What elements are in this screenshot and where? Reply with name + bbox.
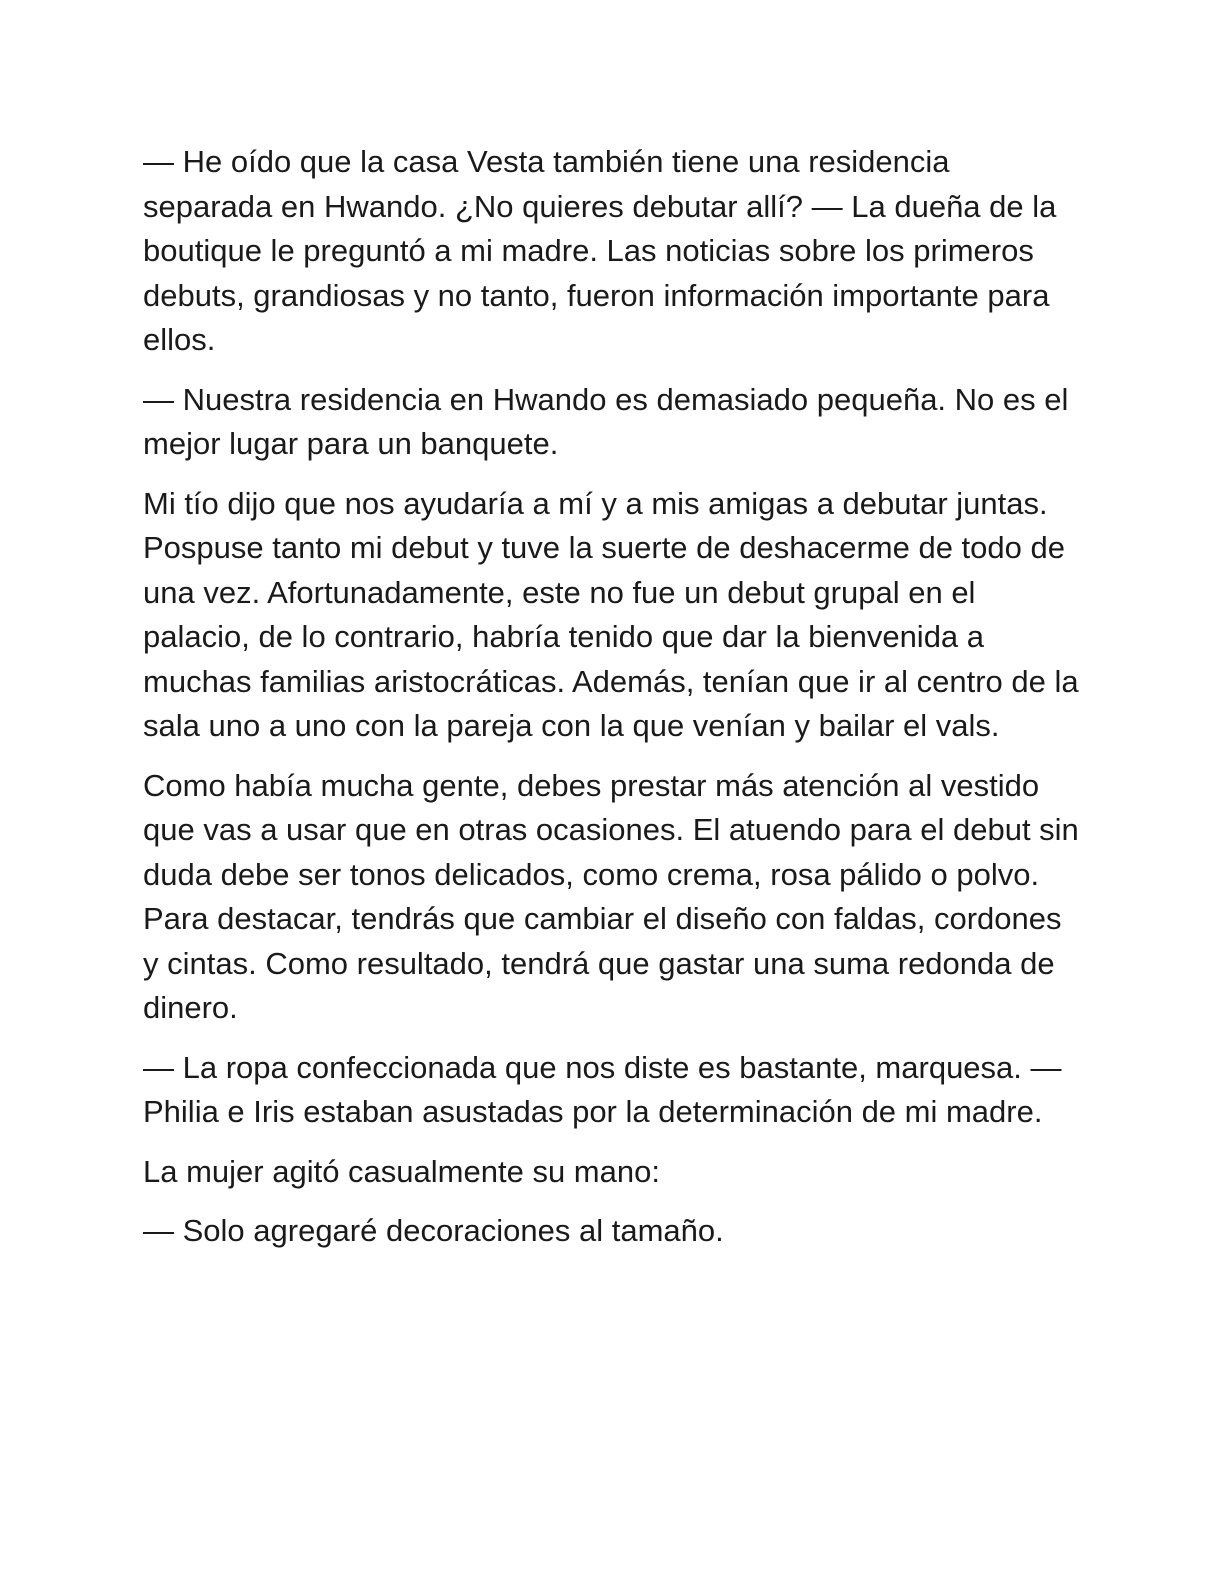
paragraph: — La ropa confeccionada que nos diste es bastante, marquesa. — Philia e Iris estaban asustadas por la determinación de mi madre. [143, 1049, 1062, 1129]
paragraph: Mi tío dijo que nos ayudaría a mí y a mis amigas a debutar juntas. Pospuse tanto mi debut y tuve la suerte de deshacerme de todo de una vez. Afortunadamente, este no fue un debut grupal en el palacio, de lo contrario, habría tenido que dar la bienvenida a muchas familias aristocráticas. Además, tenían que ir al centro de la sala uno a uno con la pareja con la que venían y bailar el vals. [143, 485, 1079, 743]
document-page [143, 140, 1083, 1269]
paragraph: La mujer agitó casualmente su mano: [143, 1153, 660, 1189]
paragraph: Como había mucha gente, debes prestar más atención al vestido que vas a usar que en otras ocasiones. El atuendo para el debut sin duda debe ser tonos delicados, como crema, rosa pálido o polvo. Para destacar, tendrás que cambiar el diseño con faldas, cordones y cintas. Como resultado, tendrá que gastar una suma redonda de dinero. [143, 767, 1079, 1025]
paragraph: — He oído que la casa Vesta también tiene una residencia separada en Hwando. ¿No quieres debutar allí? — La dueña de la boutique le preguntó a mi madre. Las noticias sobre los primeros debuts, grandiosas y no tanto, fueron información importante para ellos. [143, 144, 1057, 357]
paragraph: — Solo agregaré decoraciones al tamaño. [143, 1213, 724, 1248]
paragraph: — Nuestra residencia en Hwando es demasiado pequeña. No es el mejor lugar para un banquete. [143, 381, 1069, 461]
